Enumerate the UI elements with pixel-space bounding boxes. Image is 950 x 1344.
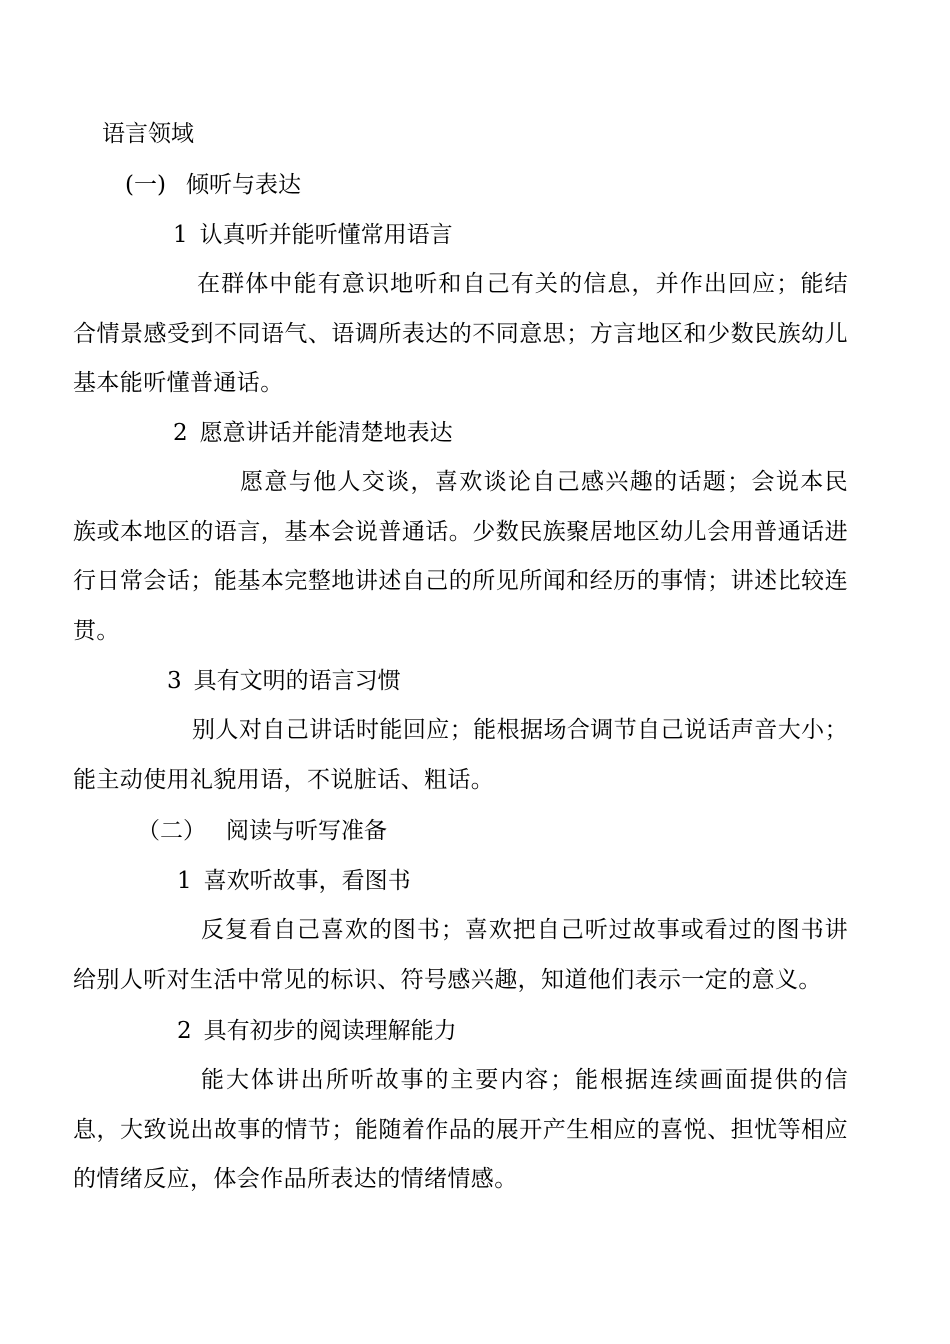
goal-title: 认真听并能听懂常用语言: [199, 222, 453, 248]
goal-number: 2: [177, 1018, 192, 1044]
section-number: (一): [125, 172, 166, 198]
goal-description: 能大体讲出所听故事的主要内容；能根据连续画面提供的信息，大致说出故事的情节；能随着作品的展开产生相应的喜悦、担忧等相应的情绪反应，体会作品所表达的情绪情感。: [73, 1067, 848, 1192]
document-title: 语言领域: [102, 121, 194, 147]
section-title: 阅读与听写准备: [226, 818, 387, 844]
goal-number: 1: [177, 868, 192, 894]
goal-description: 在群体中能有意识地听和自己有关的信息，并作出回应；能结合情景感受到不同语气、语调所表达的不同意思；方言地区和少数民族幼儿基本能听懂普通话。: [73, 271, 848, 396]
goal-number: 1: [173, 222, 188, 248]
goal-number: 2: [173, 420, 188, 446]
goal-title: 喜欢听故事，看图书: [203, 868, 411, 894]
section-heading-1: [125, 170, 301, 200]
goal-description: 别人对自己讲话时能回应；能根据场合调节自己说话声音大小；能主动使用礼貌用语，不说脏话、粗话。: [73, 717, 848, 793]
goal-description: 反复看自己喜欢的图书；喜欢把自己听过故事或看过的图书讲给别人听对生活中常见的标识、符号感兴趣，知道他们表示一定的意义。: [73, 917, 848, 993]
goal-description: 愿意与他人交谈，喜欢谈论自己感兴趣的话题；会说本民族或本地区的语言，基本会说普通话。少数民族聚居地区幼儿会用普通话进行日常会话；能基本完整地讲述自己的所见所闻和经历的事情；讲述比较连贯。: [73, 469, 848, 644]
goal-heading: [177, 866, 411, 896]
goal-heading: [167, 666, 401, 696]
goal-heading: [173, 220, 453, 250]
section-title: 倾听与表达: [185, 172, 301, 198]
section-heading-2: [137, 816, 387, 846]
goal-number: 3: [167, 668, 182, 694]
goal-title: 愿意讲话并能清楚地表达: [199, 420, 453, 446]
section-number: （二）: [137, 818, 206, 844]
goal-heading: [173, 418, 453, 448]
goal-title: 具有初步的阅读理解能力: [203, 1018, 457, 1044]
goal-heading: [177, 1016, 457, 1046]
goal-title: 具有文明的语言习惯: [193, 668, 401, 694]
